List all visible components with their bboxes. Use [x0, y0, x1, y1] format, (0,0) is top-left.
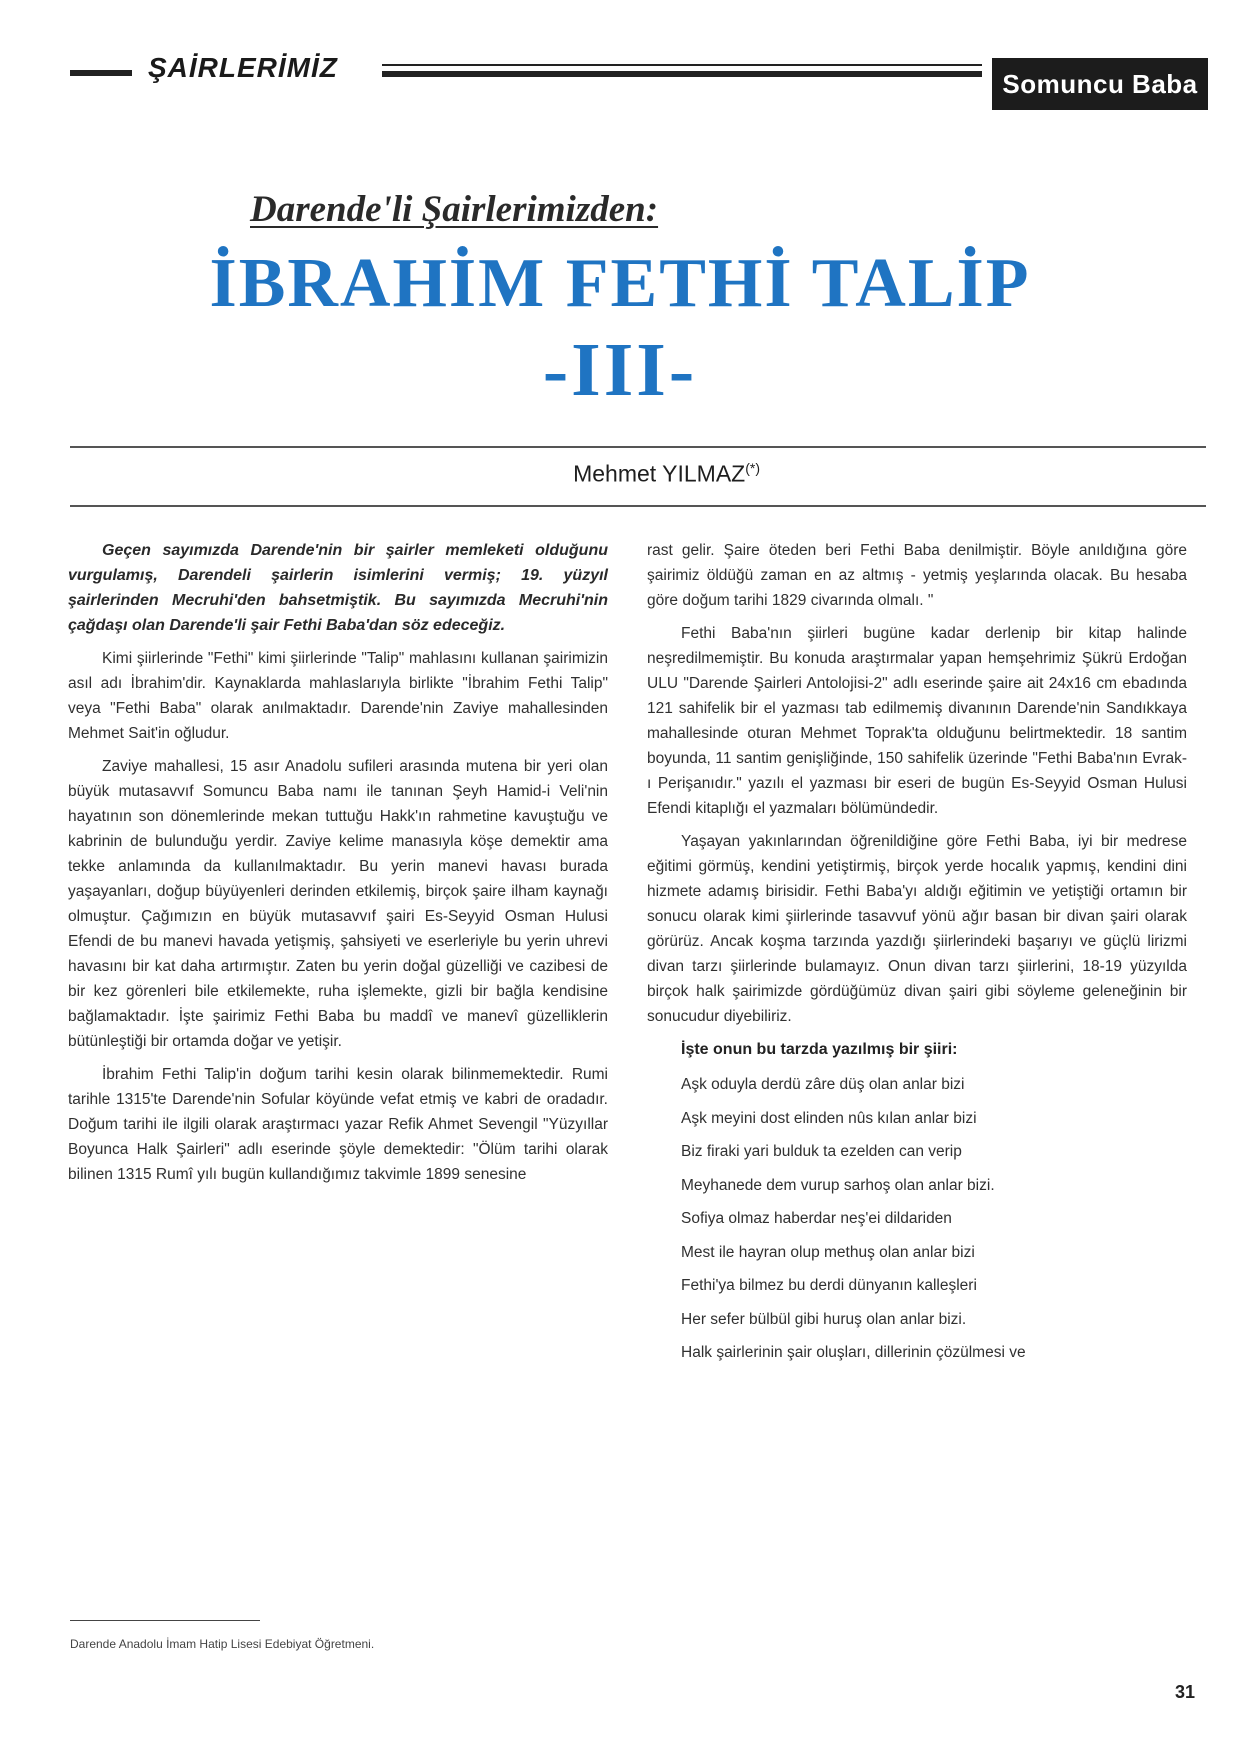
poem-line: Biz firaki yari bulduk ta ezelden can verip	[681, 1143, 962, 1160]
poem-line: Aşk oduyla derdü zâre düş olan anlar bizi	[681, 1076, 965, 1093]
article-kicker: Darende'li Şairlerimizden:	[250, 189, 659, 230]
author-footnote-mark: (*)	[745, 460, 760, 476]
magazine-brand: Somuncu Baba	[992, 58, 1208, 110]
body-paragraph-tail: Halk şairlerinin şair oluşları, dillerinin çözülmesi ve	[681, 1344, 1026, 1361]
body-paragraph: Fethi Baba'nın şiirleri bugüne kadar derlenip bir kitap halinde neşredilmemiştir. Bu konuda araştırmalar yapan hemşehrimiz Şükrü Erdoğan ULU "Darende Şairleri Antolojisi-2" adlı eserinde şaire ait 24x16 cm ebadında 121 sahifelik bir el yazması tab edilmemiş divanının Darende'nin Sandıkkaya mahallesinde oturan Mehmet Toprak'ta olduğunu belirtmektedir. 18 santim boyunda, 11 santim genişliğinde, 150 sahifelik üzerinde "Fethi Baba'nın Evrak-ı Perişanıdır." yazılı el yazması bir eseri de bugün Es-Seyyid Osman Hulusi Efendi kitaplığı el yazmaları bölümündedir.	[647, 625, 1187, 817]
footnote-rule	[70, 1620, 260, 1621]
poem-line: Aşk meyini dost elinden nûs kılan anlar bizi	[681, 1109, 977, 1127]
right-column	[647, 538, 1187, 1373]
poem-line: Mest ile hayran olup methuş olan anlar bizi	[681, 1243, 975, 1261]
poem-line: Meyhanede dem vurup sarhoş olan anlar bizi.	[681, 1176, 995, 1194]
title-divider-bottom	[70, 505, 1206, 507]
lead-paragraph: Geçen sayımızda Darende'nin bir şairler memleketi olduğunu vurgulamış, Darendeli şairlerin isimlerini vermiş; 19. yüzyıl şairlerinden Mecruhi'den bahsetmiştik. Bu sayımızda Mecruhi'nin çağdaşı olan Darende'li şair Fethi Baba'dan söz edeceğiz.	[68, 542, 608, 634]
article-title: İBRAHİM FETHİ TALİP	[209, 245, 1031, 322]
poem-intro: İşte onun bu tarzda yazılmış bir şiiri:	[681, 1041, 958, 1058]
body-paragraph: Yaşayan yakınlarından öğrenildiğine göre Fethi Baba, iyi bir medrese eğitimi görmüş, kendini yetiştirmiş, birçok yerde hocalık yapmış, kendini dini hizmete adamış birisidir. Fethi Baba'yı aldığı eğitimin ve yetiştiği ortamın bir sonucu olarak kimi şiirlerinde tasavvuf yönü ağır basan bir divan şairi olarak görürüz. Ancak koşma tarzında yazdığı şiirlerindeki başarıyı ve güçlü lirizmi divan tarzı şiirlerinde bulamayız. Onun divan tarzı şiirlerini, 18-19 yüzyılda birçok halk şairimizde gördüğümüz divan şairi gibi söyleme geleneğinin bir sonucudur diyebiliriz.	[647, 833, 1187, 1025]
section-title: ŞAİRLERİMİZ	[148, 52, 338, 83]
body-paragraph: Kimi şiirlerinde "Fethi" kimi şiirlerinde "Talip" mahlasını kullanan şairimizin asıl adı İbrahim'dir. Kaynaklarda mahlaslarıyla birlikte "İbrahim Fethi Talip" veya "Fethi Baba" olarak anılmaktadır. Darende'nin Zaviye mahallesinden Mehmet Sait'in oğludur.	[68, 650, 608, 742]
header-rule-thick	[382, 71, 982, 77]
header-rule-thin	[382, 64, 982, 66]
left-column	[68, 538, 608, 1195]
footnote: Darende Anadolu İmam Hatip Lisesi Edebiyat Öğretmeni.	[70, 1637, 375, 1651]
body-paragraph-continued: rast gelir. Şaire öteden beri Fethi Baba denilmiştir. Böyle anıldığına göre şairimiz öldüğü zaman en az altmış - yetmiş yeşlarında olacak. Bu hesaba göre doğum tarihi 1829 civarında olmalı. "	[647, 542, 1187, 609]
article-part: -III-	[542, 328, 698, 412]
poem	[647, 1068, 1187, 1336]
page-number: 31	[1174, 1682, 1195, 1702]
author-byline	[573, 460, 760, 488]
poem-line: Sofiya olmaz haberdar neş'ei dildariden	[681, 1210, 952, 1227]
header-rule-left	[70, 70, 132, 76]
poem-line: Her sefer bülbül gibi huruş olan anlar bizi.	[681, 1310, 967, 1328]
body-paragraph: İbrahim Fethi Talip'in doğum tarihi kesin olarak bilinmemektedir. Rumi tarihle 1315'te Darende'nin Sofular köyünde vefat etmiş ve kabri de oradadır. Doğum tarihi ile ilgili olarak araştırmacı yazar Refik Ahmet Sevengil "Yüzyıllar Boyunca Halk Şairleri" adlı eserinde şöyle demektedir: "Ölüm tarihi olarak bilinen 1315 Rumî yılı bugün kullandığımız takvimle 1899 senesine	[68, 1066, 608, 1183]
title-divider-top	[70, 446, 1206, 448]
body-paragraph: Zaviye mahallesi, 15 asır Anadolu sufileri arasında mutena bir yeri olan büyük mutasavvıf Somuncu Baba namı ile tanınan Şeyh Hamid-i Veli'nin hayatının son dönemlerinde mekan tuttuğu Hakk'ın rahmetine kavuştuğu ve kabrinin de bulunduğu yerdir. Zaviye kelime manasıyla köşe demektir ama tekke anlamında da kullanılmaktadır. Bu yerin manevi havası burada yaşayanları, doğup büyüyenleri derinden etkilemiş, birçok şaire ilham kaynağı olmuştur. Çağımızın en büyük mutasavvıf şairi Es-Seyyid Osman Hulusi Efendi de bu manevi havada yetişmiş, şahsiyeti ve eserleriyle bu yerin uhrevi havasını bir kat daha artırmıştır. Zaten bu yerin doğal güzelliği ve cazibesi de bir kez görenleri bile etkilemekte, ruha işlemekte, gizli bir bağla kendisine bağlamaktadır. İşte şairimiz Fethi Baba bu maddî ve manevî güzelliklerin bütünleştiği bir ortamda doğar ve yetişir.	[68, 758, 608, 1050]
poem-line: Fethi'ya bilmez bu derdi dünyanın kalleşleri	[681, 1277, 977, 1294]
author-name: Mehmet YILMAZ	[573, 460, 746, 487]
